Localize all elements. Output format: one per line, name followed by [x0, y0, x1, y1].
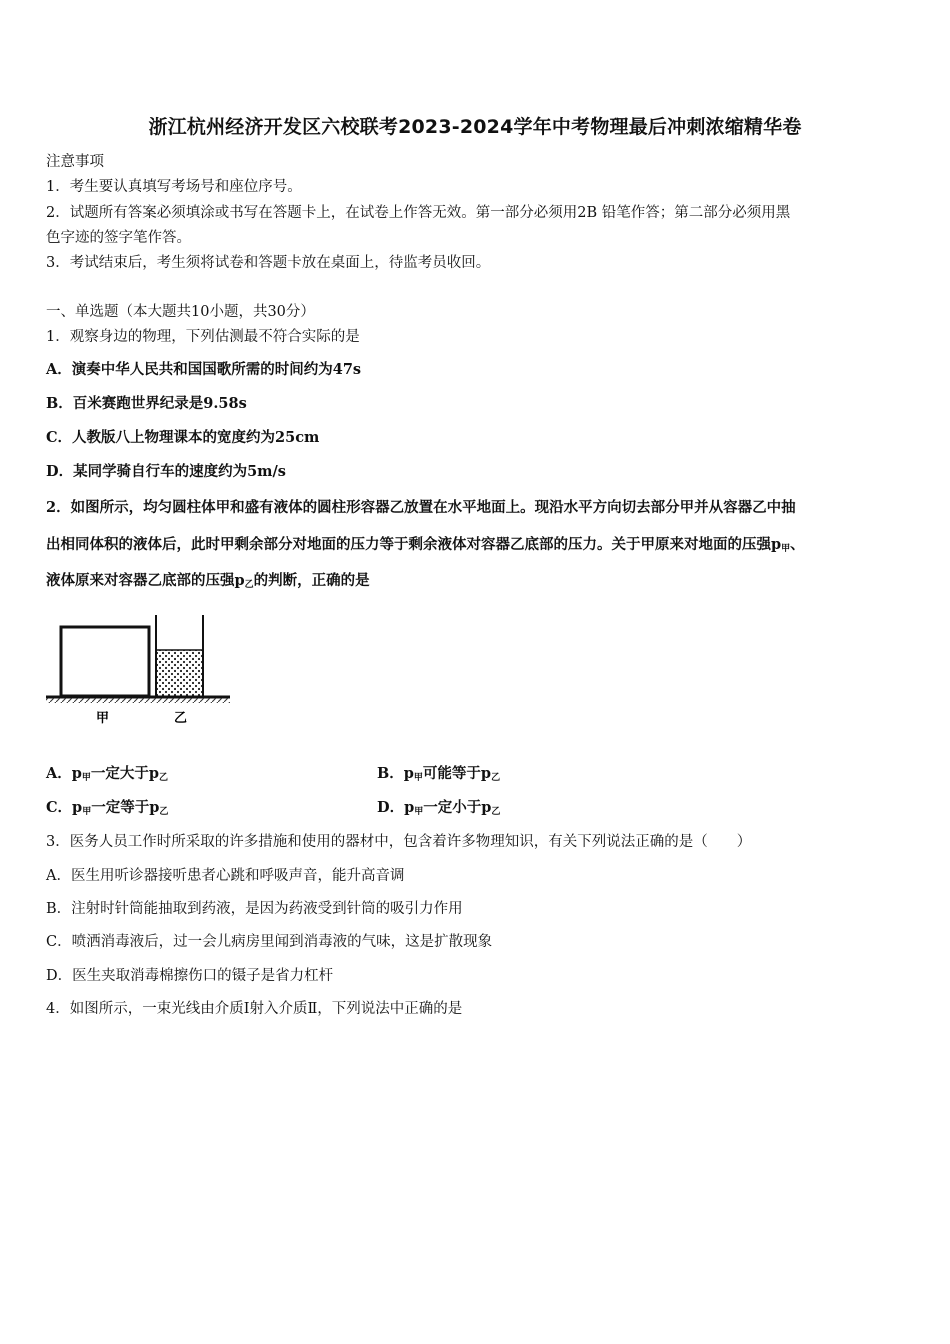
label-jia: 甲 — [96, 711, 110, 726]
notice-item-1: 1．考生要认真填写考场号和座位序号。 — [46, 179, 302, 195]
notice-heading: 注意事项 — [46, 154, 104, 170]
notice-item-2: 2．试题所有答案必须填涂或书写在答题卡上，在试卷上作答无效。第一部分必须用2B 铅笔作答；第二部分必须用黑 — [46, 205, 791, 221]
q4-stem: 4．如图所示，一束光线由介质Ⅰ射入介质Ⅱ，下列说法中正确的是 — [46, 1001, 463, 1017]
q2-figure — [44, 612, 234, 727]
q1-option-d: D．某同学骑自行车的速度约为5m/s — [46, 463, 286, 480]
q1-option-b: B．百米赛跑世界纪录是9.58s — [46, 395, 247, 412]
section-heading: 一、单选题（本大题共10小题，共30分） — [46, 304, 315, 320]
liquid-in-yi — [157, 650, 202, 696]
q2-stem-line3: 液体原来对容器乙底部的压强$p_乙$的判断，正确的是 — [46, 572, 370, 590]
label-yi: 乙 — [174, 711, 188, 726]
q1-stem: 1．观察身边的物理，下列估测最不符合实际的是 — [46, 329, 360, 345]
q3-option-b: B．注射时针筒能抽取到药液，是因为药液受到针筒的吸引力作用 — [46, 901, 463, 917]
cylinder-jia — [61, 627, 149, 696]
q2-option-b: B．$p_甲$可能等于$p_乙$ — [377, 765, 501, 783]
q2-option-a: A．$p_甲$一定大于$p_乙$ — [46, 765, 169, 783]
notice-item-2-cont: 色字迹的签字笔作答。 — [46, 230, 191, 246]
q2-stem-line1: 2．如图所示，均匀圆柱体甲和盛有液体的圆柱形容器乙放置在水平地面上。现沿水平方向切去部分甲并从容器乙中抽 — [46, 499, 796, 516]
q3-option-a: A．医生用听诊器接听患者心跳和呼吸声音，能升高音调 — [46, 868, 405, 884]
q1-option-a: A．演奏中华人民共和国国歌所需的时间约为47s — [46, 361, 362, 378]
q2-option-c: C．$p_甲$一定等于$p_乙$ — [46, 799, 169, 817]
q1-option-c: C．人教版八上物理课本的宽度约为25cm — [46, 429, 320, 446]
q3-option-c: C．喷洒消毒液后，过一会儿病房里闻到消毒液的气味，这是扩散现象 — [46, 934, 493, 950]
q3-stem: 3．医务人员工作时所采取的许多措施和使用的器材中，包含着许多物理知识，有关下列说法正确的是（ ） — [46, 834, 752, 850]
notice-item-3: 3．考试结束后，考生须将试卷和答题卡放在桌面上，待监考员收回。 — [46, 255, 491, 271]
q2-stem-line2: 出相同体积的液体后，此时甲剩余部分对地面的压力等于剩余液体对容器乙底部的压力。关于甲原来对地面的压强$p_甲$、 — [46, 536, 805, 554]
ground-hatch — [46, 698, 230, 703]
page-title: 浙江杭州经济开发区六校联考2023-2024学年中考物理最后冲刺浓缩精华卷 — [148, 116, 802, 138]
q2-option-d: D．$p_甲$一定小于$p_乙$ — [377, 799, 501, 817]
q3-option-d: D．医生夹取消毒棉擦伤口的镊子是省力杠杆 — [46, 968, 334, 984]
